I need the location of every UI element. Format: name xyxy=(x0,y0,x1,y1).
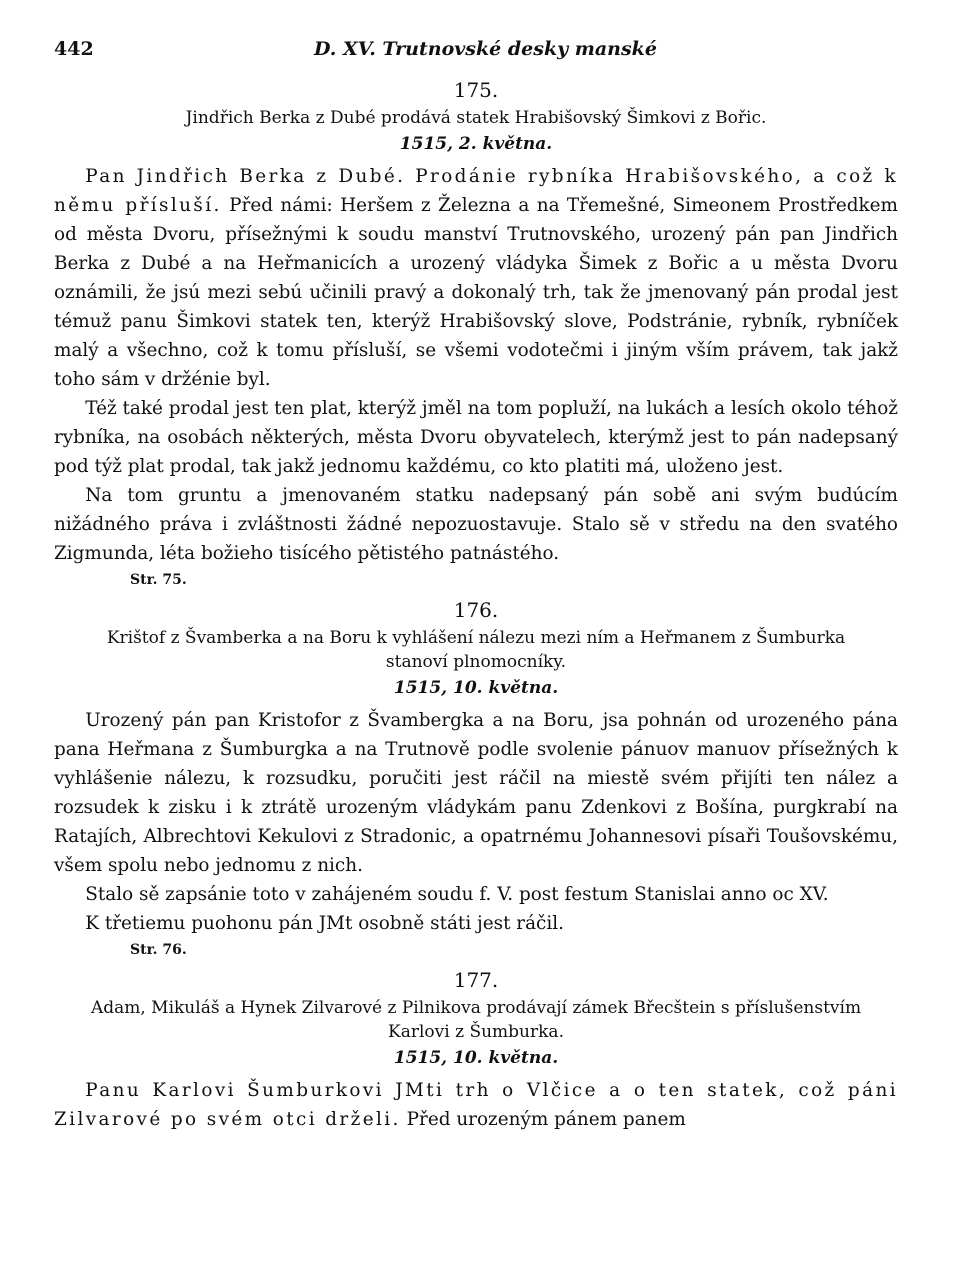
paragraph-text: Též také prodal jest ten plat, kterýž jměl na tom popluží, na lukách a lesích okolo téhož rybníka, na osobách některých, města Dvoru obyvatelech, kterýmž jest to pán nadepsaný pod týž plat prodal, tak jakž jednomu každému, co kto platiti má, uloženo jest. xyxy=(54,398,898,477)
entry-177 xyxy=(54,968,898,1134)
spaced-heading: Panu Karlovi Šumburkovi JMti trh o Vlčice a o ten statek, což páni Zilvarové po svém otci drželi. xyxy=(54,1080,898,1130)
entry-date: 1515, 10. května. xyxy=(393,678,559,698)
entry-summary: Adam, Mikuláš a Hynek Zilvarové z Pilnikova prodávají zámek Břecštein s příslušenstvím Karlovi z Šumburka. xyxy=(90,998,862,1042)
paragraph-text: Urozený pán pan Kristofor z Švambergka a na Boru, jsa pohnán od urozeného pána pana Heřmana z Šumburgka a na Trutnově podle svolenie pánuov manuov přísežných k vyhlášenie nálezu, k rozsudku, poručiti jest ráčil na miestě svém přijíti ten nález a rozsudek k zisku i k ztrátě urozeným vládykám panu Zdenkovi z Bošína, purgkrabí na Ratajích, Albrechtovi Kekulovi z Stradonic, a opatrnému Johannesovi písaři Toušovskému, všem spolu nebo jednomu z nich. xyxy=(54,710,898,876)
entry-paragraph xyxy=(54,1076,898,1134)
entry-number: 176. xyxy=(453,598,499,622)
entry-paragraph xyxy=(54,162,898,394)
entry-paragraph xyxy=(54,394,898,481)
entry-number: 175. xyxy=(453,78,499,102)
entry-paragraph xyxy=(54,880,898,909)
running-header xyxy=(54,38,898,60)
entry-summary: Krištof z Švamberka a na Boru k vyhlášení nálezu mezi ním a Heřmanem z Šumburka stanoví plnomocníky. xyxy=(106,628,846,672)
paragraph-text: Před urozeným pánem panem xyxy=(400,1109,686,1130)
paragraph-text: Stalo sě zapsánie toto v zahájeném soudu f. V. post festum Stanislai anno oc XV. xyxy=(85,884,829,905)
entry-date: 1515, 10. května. xyxy=(393,1048,559,1068)
paragraph-text: Před námi: Heršem z Železna a na Třemešné, Simeonem Prostředkem od města Dvoru, přísežnými k soudu manství Trutnovského, urozený pán pan Jindřich Berka z Dubé a na Heřmanicích a urozený vládyka Šimek z Bořic a u města Dvoru oznámili, že jsú mezi sebú učinili pravý a dokonalý trh, tak že jmenovaný pán prodal jest témuž panu Šimkovi statek ten, kterýž Hrabišovský slove, Podstránie, rybník, rybníček malý a všechno, což k tomu přísluší, se všemi vodotečmi i jiným vším právem, tak jakž toho sám v držénie byl. xyxy=(54,195,898,390)
entry-176 xyxy=(54,598,898,958)
entry-summary: Jindřich Berka z Dubé prodává statek Hrabišovský Šimkovi z Bořic. xyxy=(185,108,767,128)
entry-date: 1515, 2. května. xyxy=(399,134,553,154)
paragraph-text: K třetiemu puohonu pán JMt osobně státi jest ráčil. xyxy=(85,913,564,934)
running-title: D. XV. Trutnovské desky manské xyxy=(314,38,657,60)
page-reference: Str. 76. xyxy=(130,942,187,958)
page-number: 442 xyxy=(54,38,94,60)
entry-175 xyxy=(54,78,898,588)
page-reference: Str. 75. xyxy=(130,572,187,588)
entry-paragraph xyxy=(54,706,898,880)
entry-paragraph xyxy=(54,909,898,938)
entry-number: 177. xyxy=(453,968,499,992)
paragraph-text: Na tom gruntu a jmenovaném statku nadepsaný pán sobě ani svým budúcím nižádného práva i zvláštnosti žádné nepozuostavuje. Stalo sě v středu na den svatého Zigmunda, léta božieho tisícého pětistého patnástého. xyxy=(54,485,898,564)
spaced-heading: Pan Jindřich Berka z Dubé. Prodánie rybníka Hrabišovského, a což k němu přísluší. xyxy=(54,166,898,216)
entry-paragraph xyxy=(54,481,898,568)
